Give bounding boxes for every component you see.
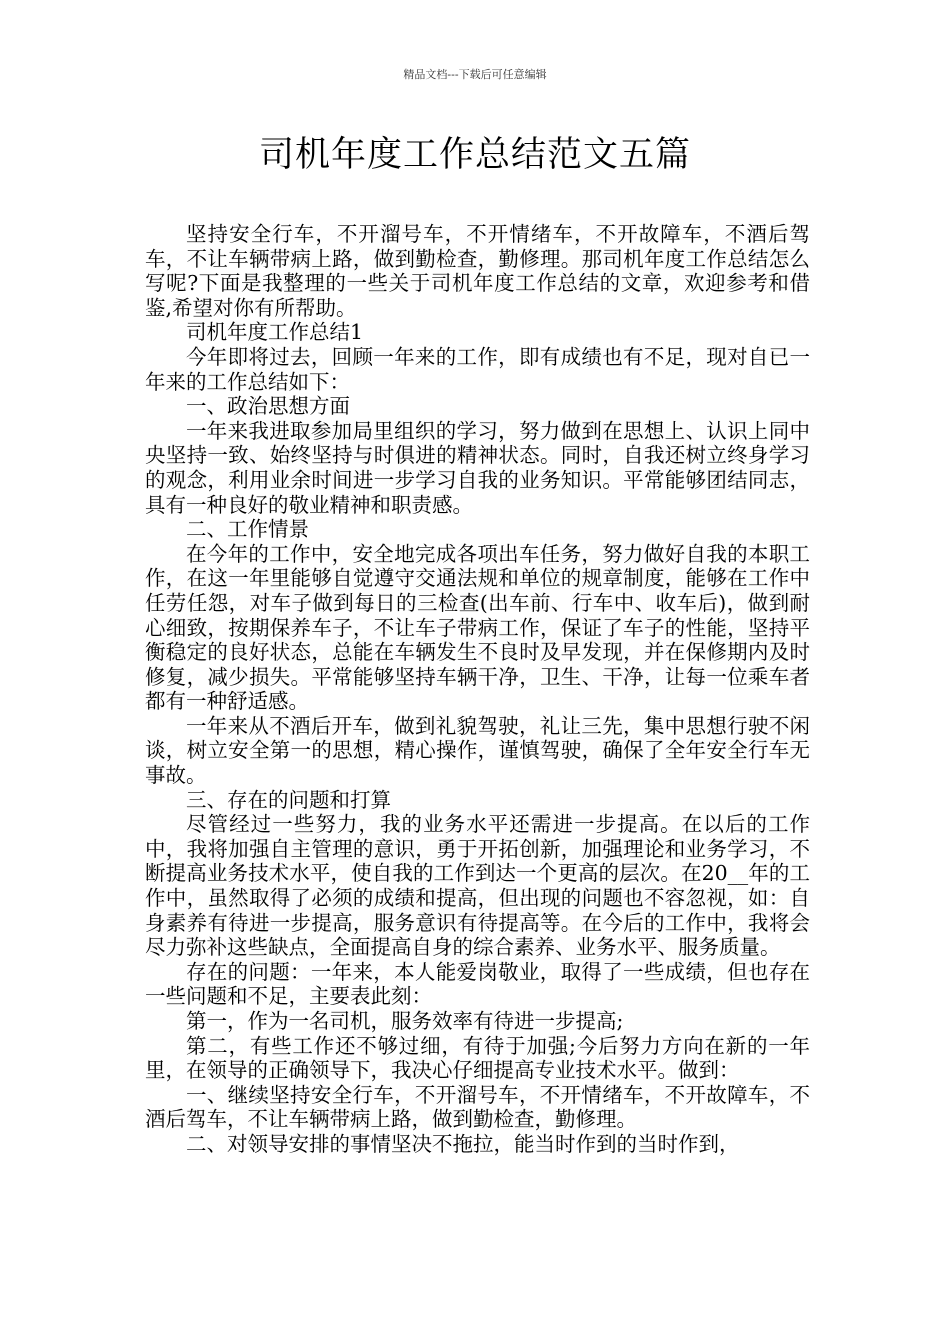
paragraph: 一、继续坚持安全行车，不开溜号车，不开情绪车，不开故障车，不酒后驾车，不让车辆带病上路，做到勤检查，勤修理。 xyxy=(145,1082,810,1132)
header-note: 精品文档---下载后可任意编辑 xyxy=(403,68,547,81)
paragraph: 一年来我进取参加局里组织的学习，努力做到在思想上、认识上同中央坚持一致、始终坚持与时俱进的精神状态。同时，自我还树立终身学习的观念，利用业余时间进一步学习自我的业务知识。平常能够团结同志，具有一种良好的敬业精神和职责感。 xyxy=(145,418,810,517)
section-heading: 三、存在的问题和打算 xyxy=(186,787,391,812)
paragraph: 今年即将过去，回顾一年来的工作，即有成绩也有不足，现对自已一年来的工作总结如下： xyxy=(145,344,810,394)
document-title: 司机年度工作总结范文五篇 xyxy=(258,135,691,175)
paragraph: 存在的问题：一年来，本人能爱岗敬业，取得了一些成绩，但也存在一些问题和不足，主要表此刻： xyxy=(145,959,810,1009)
paragraph: 尽管经过一些努力，我的业务水平还需进一步提高。在以后的工作中，我将加强自主管理的意识，勇于开拓创新，加强理论和业务学习，不断提高业务技术水平，使自我的工作到达一个更高的层次。在20__年的工作中，虽然取得了必须的成绩和提高，但出现的问题也不容忽视，如：自身素养有待进一步提高，服务意识有待提高等。在今后的工作中，我将会尽力弥补这些缺点，全面提高自身的综合素养、业务水平、服务质量。 xyxy=(145,812,810,960)
document-body xyxy=(145,222,810,1157)
paragraph: 在今年的工作中，安全地完成各项出车任务，努力做好自我的本职工作，在这一年里能够自觉遵守交通法规和单位的规章制度，能够在工作中任劳任怨，对车子做到每日的三检查(出车前、行车中、收车后)，做到耐心细致，按期保养车子，不让车子带病工作，保证了车子的性能，坚持平衡稳定的良好状态，总能在车辆发生不良时及早发现，并在保修期内及时修复，减少损失。平常能够坚持车辆干净，卫生、干净，让每一位乘车者都有一种舒适感。 xyxy=(145,541,810,714)
section-heading: 二、工作情景 xyxy=(186,517,309,542)
paragraph: 坚持安全行车，不开溜号车，不开情绪车，不开故障车，不酒后驾车，不让车辆带病上路，做到勤检查，勤修理。那司机年度工作总结怎么写呢?下面是我整理的一些关于司机年度工作总结的文章，欢迎参考和借鉴,希望对你有所帮助。 xyxy=(145,222,810,320)
paragraph: 二、对领导安排的事情坚决不拖拉，能当时作到的当时作到， xyxy=(186,1131,740,1156)
section-heading: 司机年度工作总结1 xyxy=(186,320,364,345)
paragraph: 第一，作为一名司机，服务效率有待进一步提高; xyxy=(186,1009,624,1033)
paragraph: 第二，有些工作还不够过细，有待于加强;今后努力方向在新的一年里，在领导的正确领导下，我决心仔细提高专业技术水平。做到： xyxy=(145,1033,810,1083)
paragraph: 一年来从不酒后开车，做到礼貌驾驶，礼让三先，集中思想行驶不闲谈，树立安全第一的思想，精心操作，谨慎驾驶，确保了全年安全行车无事故。 xyxy=(145,713,810,788)
section-heading: 一、政治思想方面 xyxy=(186,394,350,419)
